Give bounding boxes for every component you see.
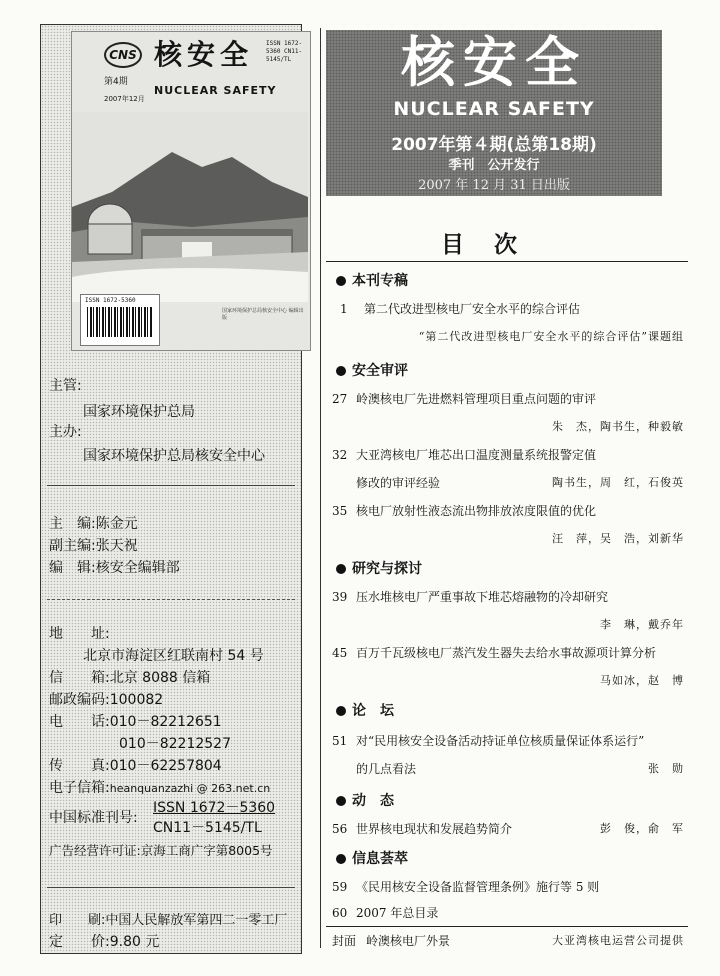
divider xyxy=(47,599,295,600)
postcode-row xyxy=(49,689,163,709)
section-heading: 动 态 xyxy=(336,790,394,810)
deputy-editor-value: 张天祝 xyxy=(95,538,138,554)
phone-label: 电 话: xyxy=(49,714,110,730)
cover-publisher-note: 国家环境保护总局核安全中心 编辑出版 xyxy=(222,308,304,321)
page-number: 59 xyxy=(332,880,348,894)
issn-value: ISSN 1672－5360 xyxy=(153,800,276,816)
cover-thumbnail xyxy=(71,31,311,351)
address-value: 北京市海淀区红联南村 54 号 xyxy=(83,648,264,664)
fax-label: 传 真: xyxy=(49,758,110,774)
toc-entry[interactable] xyxy=(332,644,656,661)
mailbox-value: 北京 8088 信箱 xyxy=(109,670,211,686)
fax-value: 010－62257804 xyxy=(109,758,222,774)
supervisor-label: 主管: xyxy=(49,378,82,394)
bullet-icon xyxy=(336,276,346,286)
divider xyxy=(47,485,295,486)
cover-title-cn: 核安全 xyxy=(154,38,254,71)
toc-rule xyxy=(326,261,688,262)
printer-label: 印 刷: xyxy=(49,913,106,928)
bullet-icon xyxy=(336,854,346,864)
fax-row xyxy=(49,755,222,775)
bullet-icon xyxy=(336,366,346,376)
bottom-rule xyxy=(326,926,688,927)
article-title: 岭澳核电厂先进燃料管理项目重点问题的审评 xyxy=(356,392,597,406)
page-number: 35 xyxy=(332,504,348,518)
email-label: 电子信箱: xyxy=(49,780,110,796)
deputy-editor-label: 副主编: xyxy=(49,538,96,554)
article-authors: 朱 杰，陶书生，种毅敏 xyxy=(552,420,684,433)
cover-caption-row xyxy=(332,932,450,949)
article-authors: 陶书生，周 红，石俊英 xyxy=(552,476,684,489)
toc-entry[interactable] xyxy=(332,878,599,895)
masthead-publish-date: 2007 年 12 月 31 日出版 xyxy=(418,178,570,193)
printer-row xyxy=(49,909,287,928)
chief-editor-label: 主 编: xyxy=(49,516,96,532)
article-title: 大亚湾核电厂堆芯出口温度测量系统报警定值 xyxy=(356,448,597,462)
cover-issue: 第4期 xyxy=(104,77,128,87)
mailbox-label: 信 箱: xyxy=(49,670,110,686)
bullet-icon xyxy=(336,796,346,806)
page-number: 32 xyxy=(332,448,348,462)
masthead-frequency: 季刊 公开发行 xyxy=(448,158,540,173)
page-number: 51 xyxy=(332,734,348,748)
postcode-label: 邮政编码: xyxy=(49,692,110,708)
divider xyxy=(47,887,295,888)
journal-masthead xyxy=(326,30,662,196)
article-title-continued: 修改的审评经验 xyxy=(356,476,441,490)
editor-label: 编 辑: xyxy=(49,560,96,576)
price-label: 定 价: xyxy=(49,934,110,950)
phone-value-1: 010－82212651 xyxy=(109,714,222,730)
masthead-title-en: NUCLEAR SAFETY xyxy=(393,98,595,120)
cns-logo: CNS xyxy=(104,42,142,68)
page-number: 45 xyxy=(332,646,348,660)
cover-title-en: NUCLEAR SAFETY xyxy=(154,84,277,97)
cover-credit: 大亚湾核电运营公司提供 xyxy=(552,934,684,947)
section-heading: 研究与探讨 xyxy=(336,558,422,578)
cover-label: 封面 xyxy=(332,934,357,948)
toc-title: 目次 xyxy=(441,231,547,258)
article-title-continued: 的几点看法 xyxy=(356,762,417,776)
page-number: 60 xyxy=(332,906,348,920)
toc-entry[interactable] xyxy=(332,820,512,837)
barcode xyxy=(80,294,160,346)
printer-value: 中国人民解放军第四二一零工厂 xyxy=(105,913,288,928)
sponsor-label: 主办: xyxy=(49,424,82,440)
article-authors: 马如冰，赵 博 xyxy=(600,674,684,687)
sponsor-value: 国家环境保护总局核安全中心 xyxy=(83,448,265,464)
article-authors: 李 琳，戴乔年 xyxy=(600,618,684,631)
barcode-lines xyxy=(87,307,153,337)
cover-date: 2007年12月 xyxy=(104,95,145,103)
editor-value: 核安全编辑部 xyxy=(95,560,180,576)
cn-value: CN11－5145/TL xyxy=(153,820,262,836)
column-divider xyxy=(320,28,321,948)
email-value: heanquanzazhi @ 263.net.cn xyxy=(109,782,271,795)
article-title: 第二代改进型核电厂安全水平的综合评估 xyxy=(364,302,581,316)
page-number: 1 xyxy=(340,302,348,316)
address-label: 地 址: xyxy=(49,626,110,642)
deputy-editor-row xyxy=(49,535,138,555)
section-heading: 信息荟萃 xyxy=(336,848,408,868)
toc-entry[interactable] xyxy=(332,446,596,463)
page-number: 27 xyxy=(332,392,348,406)
phone-row xyxy=(49,711,222,731)
toc-entry[interactable] xyxy=(332,732,644,749)
article-authors: 张 勋 xyxy=(648,762,684,775)
article-title: 2007 年总目录 xyxy=(356,906,439,920)
section-heading: 论 坛 xyxy=(336,700,394,720)
power-plant-photo xyxy=(72,112,308,302)
bullet-icon xyxy=(336,706,346,716)
toc-entry[interactable] xyxy=(332,502,596,519)
article-title: 世界核电现状和发展趋势简介 xyxy=(356,822,513,836)
ad-license: 广告经营许可证:京海工商广字第8005号 xyxy=(49,843,273,858)
masthead-title-cn: 核安全 xyxy=(401,31,587,94)
article-title: 对“民用核安全设备活动持证单位核质量保证体系运行” xyxy=(356,734,645,748)
phone-value-2: 010－82212527 xyxy=(119,736,231,752)
article-title: 《民用核安全设备监督管理条例》施行等 5 则 xyxy=(356,880,600,894)
masthead-info-panel xyxy=(40,24,302,954)
page-number: 39 xyxy=(332,590,348,604)
toc-entry[interactable] xyxy=(340,300,580,317)
chief-editor-row xyxy=(49,513,138,533)
email-row xyxy=(49,777,270,797)
article-authors: “第二代改进型核电厂安全水平的综合评估”课题组 xyxy=(418,330,684,343)
masthead-issue: 2007年第４期(总第18期) xyxy=(391,135,597,155)
section-heading: 本刊专稿 xyxy=(336,270,408,290)
article-authors: 汪 萍，吴 浩，刘新华 xyxy=(552,532,684,545)
toc-entry[interactable] xyxy=(332,390,596,407)
postcode-value: 100082 xyxy=(109,692,164,708)
section-heading: 安全审评 xyxy=(336,360,408,380)
cover-issn: ISSN 1672-5360 CN11-5145/TL xyxy=(266,40,303,63)
supervisor-value: 国家环境保护总局 xyxy=(83,404,195,420)
article-authors: 彭 俊，俞 军 xyxy=(600,822,684,835)
article-title: 百万千瓦级核电厂蒸汽发生器失去给水事故源项计算分析 xyxy=(356,646,657,660)
barcode-issn: ISSN 1672-5360 xyxy=(85,297,136,304)
toc-entry[interactable] xyxy=(332,904,438,921)
price-row xyxy=(49,931,159,951)
article-title: 压水堆核电厂严重事故下堆芯熔融物的冷却研究 xyxy=(356,590,609,604)
article-title: 核电厂放射性液态流出物排放浓度限值的优化 xyxy=(356,504,597,518)
cover-caption: 岭澳核电厂外景 xyxy=(366,934,451,948)
page-number: 56 xyxy=(332,822,348,836)
editor-row xyxy=(49,557,180,577)
bullet-icon xyxy=(336,564,346,574)
chief-editor-value: 陈金元 xyxy=(95,516,138,532)
toc-entry[interactable] xyxy=(332,588,608,605)
std-number-label: 中国标准刊号: xyxy=(49,810,138,826)
mailbox-row xyxy=(49,667,210,687)
price-value: 9.80 元 xyxy=(109,934,160,950)
